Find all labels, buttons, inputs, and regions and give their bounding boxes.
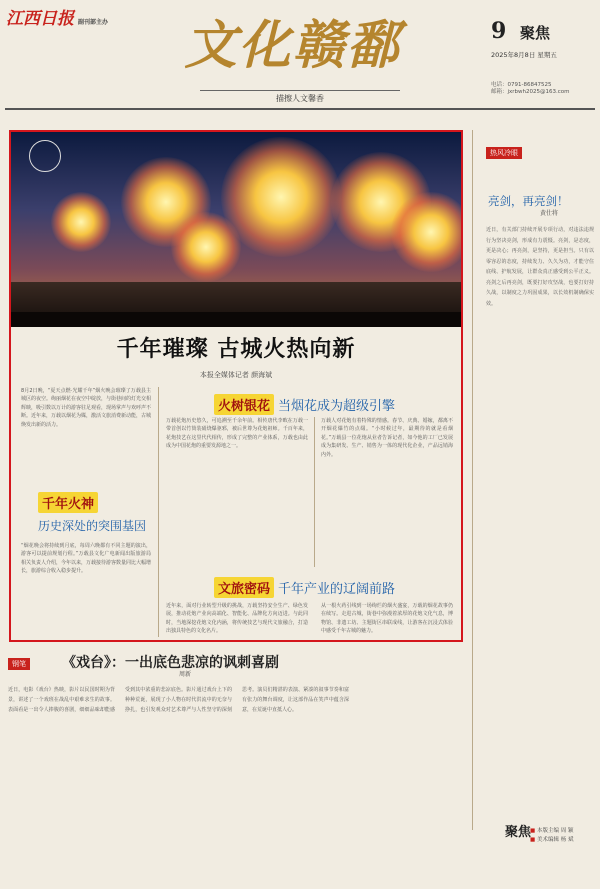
body-paragraph: 8月2日晚，“夏天点燃·光耀千年”烟火晚会璀璨了万载县主城区的夜空。绚丽烟花在夜空中绽放，与街巷间的灯光交相辉映，吸引数以万计的游客驻足观看，现场掌声与欢呼声不断。近年来，万载以烟花为媒，激活文旅消费新动能，古城焕发出新的活力。: [21, 388, 151, 428]
credit-label: 美术编辑: [536, 837, 559, 843]
bottom-article-title: 《戏台》：一出底色悲凉的讽刺喜剧: [62, 655, 279, 671]
contact-email: 邮箱：jxrbwh2025@163.com: [491, 89, 570, 95]
body-paragraph: 万载花炮历史悠久，可追溯至千余年前。相传唐代李畋在万载一带首创以竹筒装硝烧爆驱邪，被后世尊为花炮祖师。千百年来，花炮技艺在这里代代相传，形成了完整的产业体系，万载也由此成为中国花炮的重要发源地之一。: [166, 418, 308, 450]
contact-info: [491, 82, 570, 96]
side-column-author: 黄仕将: [540, 210, 559, 217]
headline: 千年璀璨 古城火热向新: [116, 337, 356, 362]
subhead-title: 千年产业的辽阔前路: [278, 582, 396, 597]
contact-phone: 电话：0791-86847525: [491, 82, 552, 88]
main-article: [9, 130, 463, 642]
column-divider: [158, 387, 159, 637]
bottom-article-tag: 钢笔: [8, 658, 30, 670]
column-logo-icon: [29, 140, 61, 172]
editor-credits: ■ 本版主编 周 颖 ■ 美术编辑 杨 斌: [530, 828, 574, 843]
column-divider: [314, 417, 315, 567]
crowd-silhouette: [11, 312, 461, 327]
side-column-tag: 热风冷眼: [486, 147, 522, 159]
side-column-title: 亮剑，再亮剑！: [488, 194, 569, 208]
body-paragraph: 万载人对花炮有着特殊的情感。春节、庆典、婚嫁，都离不开烟花爆竹的点缀。“小时候过年，最期待的就是看烟花。”万载县一位花炮从业者告诉记者，如今他的工厂已发展成为集研发、生产、销售为一体的现代化企业，产品远销海内外。: [321, 418, 453, 458]
banner-subtitle: 描擦人文馨香: [200, 90, 400, 105]
subhead-tourism: [214, 577, 395, 598]
section-seal: 聚焦: [505, 825, 532, 840]
byline: 本报全媒体记者 颜海斌: [199, 371, 273, 379]
subhead-fireworks: [214, 394, 395, 415]
subhead-tag: 火树银花: [214, 394, 274, 415]
subhead-title: 历史深处的突围基因: [38, 519, 147, 533]
publisher-name: 江西日报 副刊部主办: [6, 9, 109, 29]
section-name: 聚焦: [520, 24, 551, 42]
body-paragraph: 从一根火药引线到一场绚烂的烟火盛宴，万载的烟花故事仍在续写。走进古城，街巷中弥漫着浓厚的花炮文化气息，博物馆、非遗工坊、主题街区串联成线，让游客在沉浸式体验中感受千年古城的魅力。: [321, 603, 453, 635]
subhead-tag: 文旅密码: [214, 577, 274, 598]
page-banner-title: 文化赣鄱: [184, 15, 401, 76]
bottom-article-author: 周新: [179, 671, 192, 678]
subhead-tag: 千年火神: [38, 492, 98, 513]
body-paragraph: “烟花晚会将持续到月底，每周六晚都有不同主题的演出，游客可以提前规划行程。”万载县文化广电新闻出版旅游局相关负责人介绍，今年以来，万载接待游客数量同比大幅增长，旅游综合收入稳步提升。: [21, 543, 151, 575]
credit-name: 周 颖: [560, 828, 574, 834]
issue-date: 2025年8月8日 星期五: [491, 51, 557, 59]
fireworks-photo: [11, 132, 461, 327]
credit-label: 本版主编: [536, 828, 559, 834]
masthead-divider: [5, 108, 595, 110]
credit-name: 杨 斌: [560, 837, 574, 843]
column-divider: [472, 130, 473, 830]
subhead-firegod: [38, 492, 146, 534]
subhead-title: 当烟花成为超级引擎: [278, 399, 396, 414]
side-column-body: 近日，有关部门持续开展专项行动，对违法违规行为坚决亮剑，形成有力震慑。亮剑，是态度，更是决心；再亮剑，是坚持，更是担当。只有以零容忍的态度，持续发力、久久为功，才能守住底线、护航发展，让群众真正感受到公平正义。亮剑之后再亮剑，既要打好攻坚战，也要打好持久战，以制度之力巩固成果，以长效机制确保实效。: [486, 227, 594, 307]
bottom-article-body: 近日，电影《戏台》热映，影片以民国时期为背景，讲述了一个戏班在战乱中艰难求生的故事。表面看是一出令人捧腹的喜剧，细细品味却能感受到其中浓重的悲凉底色。影片通过戏台上下的种种荒诞，展现了小人物在时代洪流中的无奈与挣扎，也引发观众对艺术尊严与人性坚守的深刻思考。演员们精湛的表演、紧凑的叙事节奏和富有张力的舞台调度，让这部作品在笑声中蕴含深意，在荒诞中直抵人心。: [8, 687, 349, 713]
publisher-note: 副刊部主办: [78, 19, 109, 26]
body-paragraph: 近年来，面对行业转型升级的挑战，万载坚持安全生产、绿色发展，推动花炮产业向高端化、智能化、品牌化方向迈进。与此同时，当地深挖花炮文化内涵，将传统技艺与现代文旅融合，打造出独具特色的文化名片。: [166, 603, 308, 635]
page-number: 9: [491, 18, 507, 44]
